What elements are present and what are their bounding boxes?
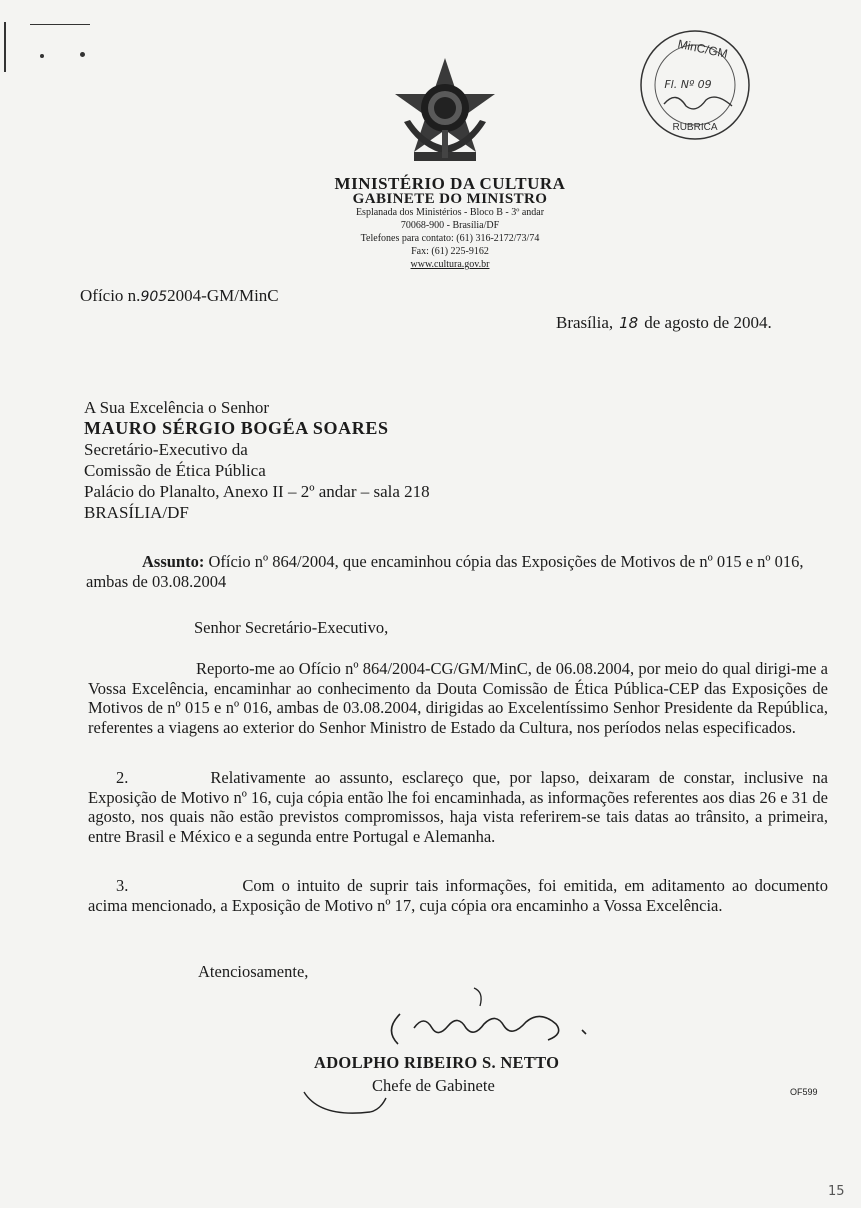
paragraph-2-number: 2. [116, 768, 129, 787]
paragraph-3-number: 3. [116, 876, 129, 895]
scan-mark [30, 24, 90, 25]
closing: Atenciosamente, [198, 962, 309, 981]
date-city: Brasília, [556, 313, 614, 332]
scan-mark [80, 52, 85, 57]
reference-suffix: 2004-GM/MinC [167, 286, 279, 305]
handwritten-signature [378, 984, 608, 1048]
addressee-line6: BRASÍLIA/DF [84, 503, 189, 522]
addressee-line4: Comissão de Ética Pública [84, 461, 266, 480]
office-reference [80, 286, 279, 306]
reference-number: 905 [140, 289, 168, 305]
scan-mark [4, 22, 6, 72]
address-line: Esplanada dos Ministérios - Bloco B - 3º andar [355, 207, 545, 218]
letterhead [260, 176, 640, 271]
paragraph-3-text: Com o intuito de suprir tais informações, foi emitida, em aditamento ao documento acima mencionado, a Exposição de Motivo nº 17, cuja cópia ora encaminho a Vossa Excelência. [88, 876, 828, 915]
paragraph-2 [88, 768, 828, 846]
coat-of-arms-icon [390, 56, 500, 168]
paragraph-2-text: Relativamente ao assunto, esclareço que, por lapso, deixaram de constar, inclusive na Exposição de Motivo nº 16, cuja cópia então lhe foi encaminhada, as informações referentes aos dias 26 e 31 de agosto, nos quais não estão previstos compromissos, haja vista referirem-se tais datas ao trânsito, a primeira, entre Brasil e México e a segunda entre Portugal e Alemanha. [88, 768, 828, 846]
salutation: Senhor Secretário-Executivo, [194, 618, 389, 637]
scan-mark [40, 54, 44, 58]
phone-line: Telefones para contato: (61) 316-2172/73/74 [360, 233, 540, 244]
date-rest: de agosto de 2004. [644, 313, 772, 332]
addressee-name: MAURO SÉRGIO BOGÉA SOARES [84, 418, 389, 438]
subject-label: Assunto: [142, 552, 205, 571]
stamp-bottom-text: RUBRICA [672, 122, 718, 133]
addressee-line3: Secretário-Executivo da [84, 440, 248, 459]
subject-line [86, 552, 806, 592]
folio-stamp [636, 26, 754, 144]
postal-line: 70068-900 - Brasília/DF [400, 220, 500, 231]
addressee-line1: A Sua Excelência o Senhor [84, 398, 270, 417]
stamp-top-text: MinC/GM [676, 36, 729, 61]
addressee-line5: Palácio do Planalto, Anexo II – 2º andar – sala 218 [84, 482, 430, 501]
subject-text: Ofício nº 864/2004, que encaminhou cópia das Exposições de Motivos de nº 015 e nº 016, ambas de 03.08.2004 [86, 552, 804, 591]
fax-line: Fax: (61) 225-9162 [411, 246, 489, 257]
paragraph-1-text: Reporto-me ao Ofício nº 864/2004-CG/GM/MinC, de 06.08.2004, por meio do qual dirigi-me a Vossa Excelência, encaminhar ao conhecimento da Douta Comissão de Ética Pública-CEP das Exposições de Motivos de nº 015 e nº 016, ambas de 03.08.2004, dirigidas ao Excelentíssimo Senhor Presidente da República, referentes a viagens ao exterior do Senhor Ministro de Estado da Cultura, nos períodos nelas especificados. [88, 659, 828, 737]
page-number: 15 [828, 1184, 845, 1199]
reference-prefix: Ofício n. [80, 286, 141, 305]
document-code: OF599 [790, 1087, 818, 1097]
signer-name: ADOLPHO RIBEIRO S. NETTO [314, 1053, 560, 1072]
website-link[interactable]: www.cultura.gov.br [410, 259, 490, 270]
letter-date [556, 313, 772, 333]
signature-flourish [300, 1090, 390, 1118]
signer-role: Chefe de Gabinete [372, 1076, 495, 1095]
stamp-folio-text: Fl. Nº 09 [664, 78, 712, 91]
date-day: 18 [619, 314, 639, 332]
paragraph-1 [88, 659, 828, 737]
paragraph-3 [88, 876, 828, 915]
addressee-block [84, 397, 430, 523]
ministry-name: MINISTÉRIO DA CULTURA [334, 174, 566, 193]
cabinet-name: GABINETE DO MINISTRO [352, 191, 548, 207]
